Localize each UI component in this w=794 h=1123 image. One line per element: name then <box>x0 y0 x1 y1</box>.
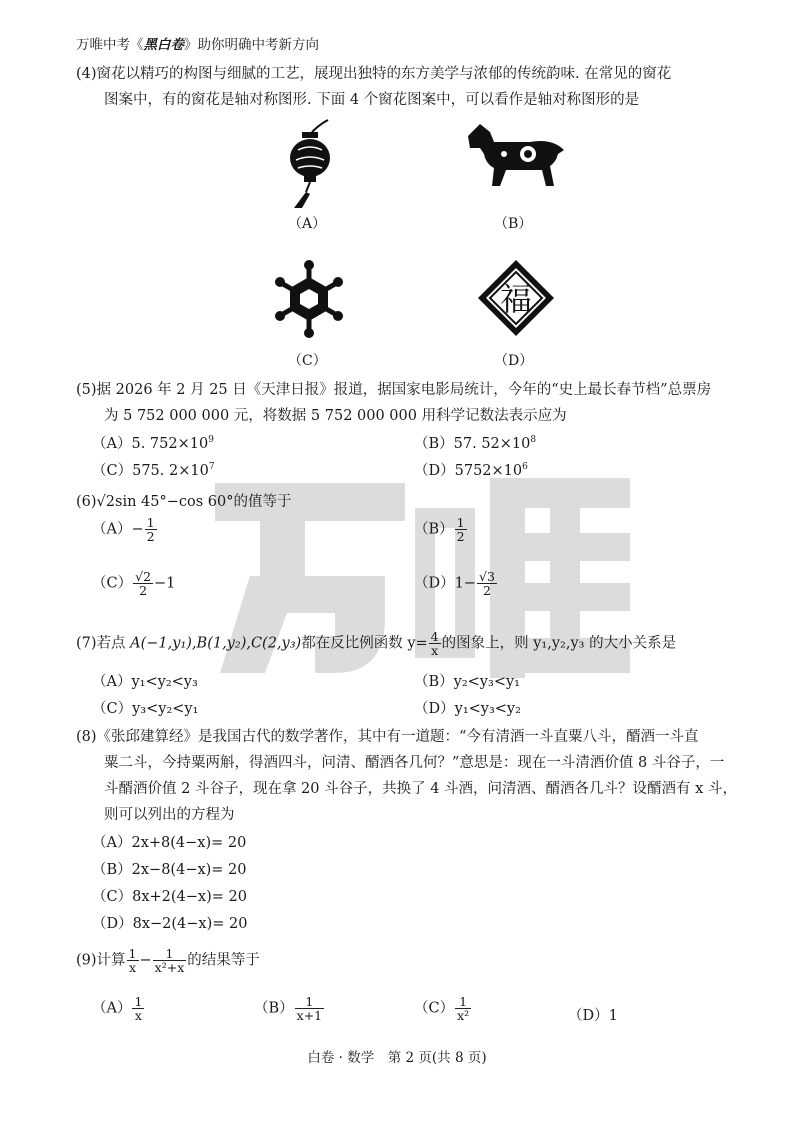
q8-line3: 斗醑酒价值 2 斗谷子，现在拿 20 斗谷子，共换了 4 斗酒，问清酒、醑酒各几斗？设醑酒有 x 斗， <box>104 781 737 797</box>
q9-option-c: （C） $\frac{1}{\text{x²}}$ <box>414 994 470 1024</box>
q7-option-c: （C）y₃<y₂<y₁ <box>92 701 199 717</box>
q8-line1: (8)《张邱建算经》是我国古代的数学著作，其中有一道题：“今有清酒一斗直粟八斗，醑酒一斗直 <box>76 729 699 745</box>
option-b-label: （B） <box>494 216 533 232</box>
q8-option-b: （B）2x−8(4−x)= 20 <box>92 862 247 878</box>
q4-line1: (4)窗花以精巧的构图与细腻的工艺，展现出独特的东方美学与浓郁的传统韵味. 在常见的窗花 <box>76 66 672 82</box>
horse-icon <box>460 118 570 190</box>
header-prefix: 万唯中考《 <box>76 37 144 53</box>
q5-line1: (5)据 2026 年 2 月 25 日《天津日报》报道，据国家电影局统计，今年的“史上最长春节档”总票房 <box>76 382 712 398</box>
q5-line2: 为 5 752 000 000 元，将数据 5 752 000 000 用科学记数法表示应为 <box>104 408 567 424</box>
page-footer: 白卷 · 数学 第 2 页(共 8 页) <box>307 1050 487 1066</box>
option-a-label: （A） <box>288 216 327 232</box>
q6-option-b: （B） $\frac{1}{2}$ <box>414 515 465 545</box>
q5-option-a: （A）5. $752\times 10^9$ <box>92 435 214 452</box>
q6-option-d: （D）1− $\frac{√3}{2}$ <box>414 569 495 599</box>
q8-line2: 粟二斗，今持粟两斛，得酒四斗，问清、醑酒各几何？”意思是：现在一斗清酒价值 8 斗谷子，一 <box>104 755 725 771</box>
q8-option-a: （A）2x+8(4−x)= 20 <box>92 835 247 851</box>
q5-option-c: （C）575. $2\times 10^7$ <box>92 462 215 479</box>
q6-stem: (6)√2sin 45°−cos 60°的值等于 <box>76 494 292 510</box>
q6-option-c: （C） $\frac{√2}{2}$ −1 <box>92 569 176 599</box>
q9-option-d: （D）1 <box>568 1008 618 1024</box>
q8-line4: 则可以列出的方程为 <box>104 807 235 823</box>
q8-option-c: （C）8x+2(4−x)= 20 <box>92 889 247 905</box>
q9-option-b: （B） $\frac{1}{x+1}$ <box>254 994 323 1024</box>
q7-stem: (7)若点 A(−1,y₁),B(1,y₂),C(2,y₃)都在反比例函数 y= $\frac{4}{x}$ 的图象上，则 y₁,y₂,y₃ 的大小关系是 <box>76 629 677 659</box>
q7-option-a: （A）y₁<y₂<y₃ <box>92 674 198 690</box>
fu-glyph: 福 <box>499 280 533 318</box>
q8-option-d: （D）8x−2(4−x)= 20 <box>92 916 248 932</box>
q6-option-a: （A）− $\frac{1}{2}$ <box>92 515 155 545</box>
q5-option-d: $(D)5752\times 10^6$ <box>414 462 528 479</box>
fu-character-icon <box>476 258 556 338</box>
q9-stem: (9)计算 $\frac{1}{x}$ − $\frac{1}{\text{x²+x}}$ 的结果等于 <box>76 946 260 976</box>
q9-option-a: （A） $\frac{1}{x}$ <box>92 994 143 1024</box>
header-brand: 黑白卷 <box>143 37 184 53</box>
snowflake-icon <box>268 258 350 340</box>
lantern-icon <box>280 118 340 210</box>
option-c-label: （C） <box>288 353 327 369</box>
sqrt-two: √2 <box>96 494 116 510</box>
page-header <box>76 33 319 53</box>
q4-line2: 图案中，有的窗花是轴对称图形. 下面 4 个窗花图案中，可以看作是轴对称图形的是 <box>104 92 640 108</box>
option-d-label: （D） <box>494 353 534 369</box>
q7-option-d: （D）y₁<y₃<y₂ <box>414 701 521 717</box>
q5-option-b: （B）57. $52\times 10^8$ <box>414 435 537 452</box>
q7-option-b: （B）y₂<y₃<y₁ <box>414 674 520 690</box>
header-suffix: 》助你明确中考新方向 <box>184 37 319 53</box>
